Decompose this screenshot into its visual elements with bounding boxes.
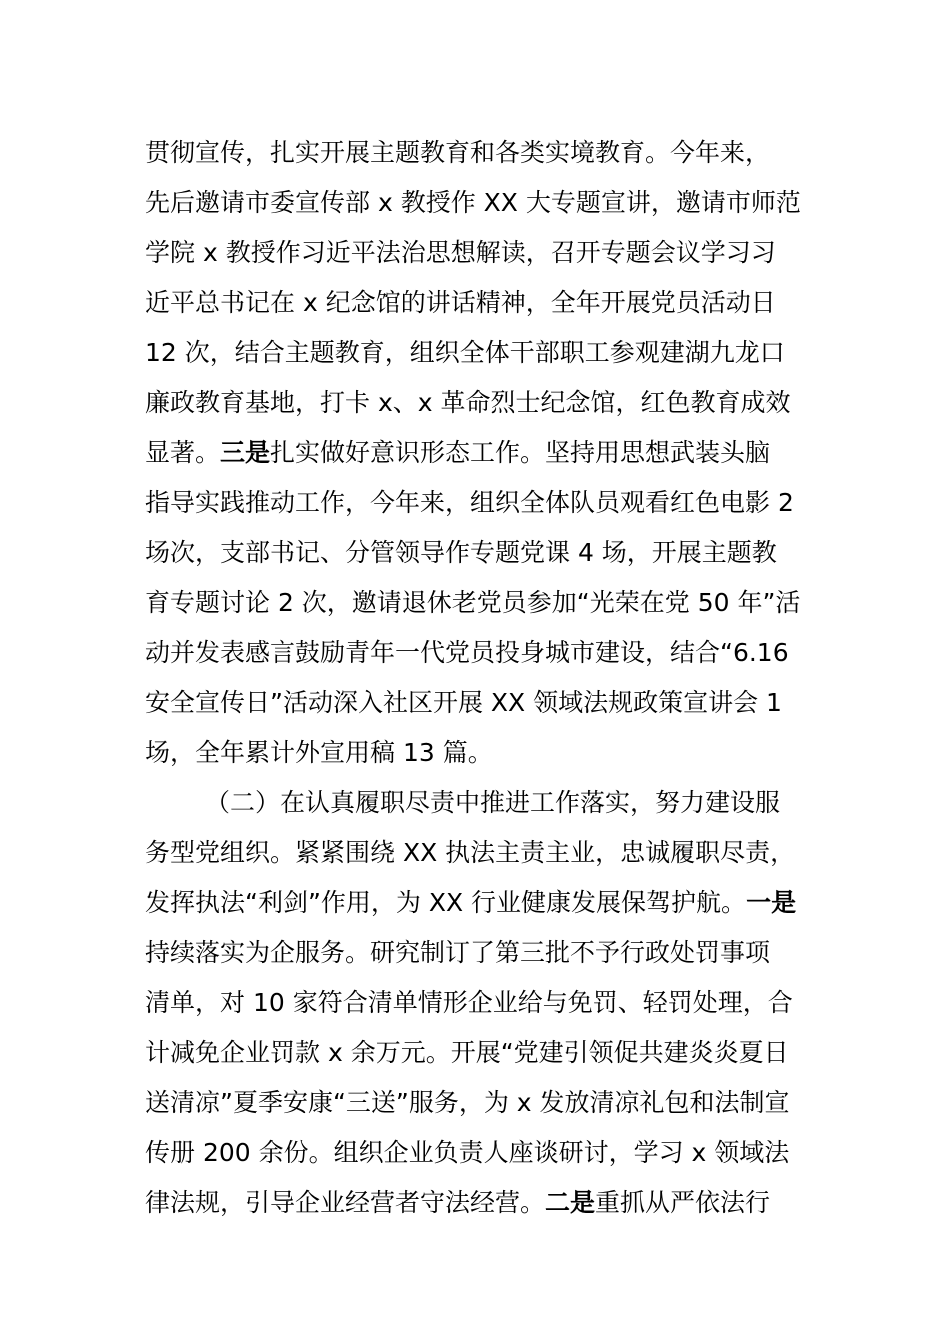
text-segment: 先后邀请市委宣传部 x 教授作 XX 大专题宣讲，邀请市师范 [145, 188, 801, 217]
text-line [145, 1028, 810, 1078]
bold-lead-text: 三是 [220, 438, 271, 467]
text-segment: 指导实践推动工作，今年来，组织全体队员观看红色电影 2 [145, 488, 794, 517]
text-line [145, 278, 810, 328]
text-line [145, 128, 810, 178]
text-segment: 近平总书记在 x 纪念馆的讲话精神，全年开展党员活动日 [145, 288, 776, 317]
text-segment: 动并发表感言鼓励青年一代党员投身城市建设，结合“6.16 [145, 638, 789, 667]
text-line [145, 528, 810, 578]
text-line [145, 1128, 810, 1178]
text-segment: 扎实做好意识形态工作。坚持用思想武装头脑 [270, 438, 771, 467]
text-segment: 律法规，引导企业经营者守法经营。 [145, 1188, 546, 1217]
text-segment: （二）在认真履职尽责中推进工作落实，努力建设服 [205, 788, 781, 817]
body-text [145, 128, 810, 1228]
text-line [145, 328, 810, 378]
text-line [145, 878, 810, 928]
text-line [145, 778, 810, 828]
text-segment: 清单，对 10 家符合清单情形企业给与免罚、轻罚处理，合 [145, 988, 793, 1017]
text-line [145, 428, 810, 478]
text-segment: 场，全年累计外宣用稿 13 篇。 [145, 738, 493, 767]
bold-lead-text: 二是 [545, 1188, 596, 1217]
text-line [145, 228, 810, 278]
text-line [145, 478, 810, 528]
text-segment: 贯彻宣传，扎实开展主题教育和各类实境教育。今年来， [145, 138, 771, 167]
text-segment: 育专题讨论 2 次，邀请退休老党员参加“光荣在党 50 年”活 [145, 588, 801, 617]
text-line [145, 628, 810, 678]
text-line [145, 728, 810, 778]
text-segment: 显著。 [145, 438, 221, 467]
text-segment: 12 次，结合主题教育，组织全体干部职工参观建湖九龙口 [145, 338, 785, 367]
text-segment: 持续落实为企服务。研究制订了第三批不予行政处罚事项 [145, 938, 771, 967]
text-segment: 廉政教育基地，打卡 x、x 革命烈士纪念馆，红色教育成效 [145, 388, 791, 417]
text-segment: 重抓从严依法行 [595, 1188, 771, 1217]
text-segment: 安全宣传日”活动深入社区开展 XX 领域法规政策宣讲会 1 [145, 688, 782, 717]
text-line [145, 178, 810, 228]
text-segment: 学院 x 教授作习近平法治思想解读，召开专题会议学习习 [145, 238, 776, 267]
text-segment: 传册 200 余份。组织企业负责人座谈研讨，学习 x 领域法 [145, 1138, 790, 1167]
text-line [145, 1178, 810, 1228]
text-line [145, 678, 810, 728]
text-segment: 务型党组织。紧紧围绕 XX 执法主责主业，忠诚履职尽责， [145, 838, 796, 867]
text-segment: 计减免企业罚款 x 余万元。开展“党建引领促共建炎炎夏日 [145, 1038, 789, 1067]
text-line [145, 378, 810, 428]
text-line [145, 1078, 810, 1128]
bold-lead-text: 一是 [746, 888, 797, 917]
text-line [145, 828, 810, 878]
text-segment: 场次，支部书记、分管领导作专题党课 4 场，开展主题教 [145, 538, 777, 567]
text-segment: 发挥执法“利剑”作用，为 XX 行业健康发展保驾护航。 [145, 888, 747, 917]
text-line [145, 928, 810, 978]
text-line [145, 578, 810, 628]
text-segment: 送清凉”夏季安康“三送”服务，为 x 发放清凉礼包和法制宣 [145, 1088, 790, 1117]
text-line [145, 978, 810, 1028]
